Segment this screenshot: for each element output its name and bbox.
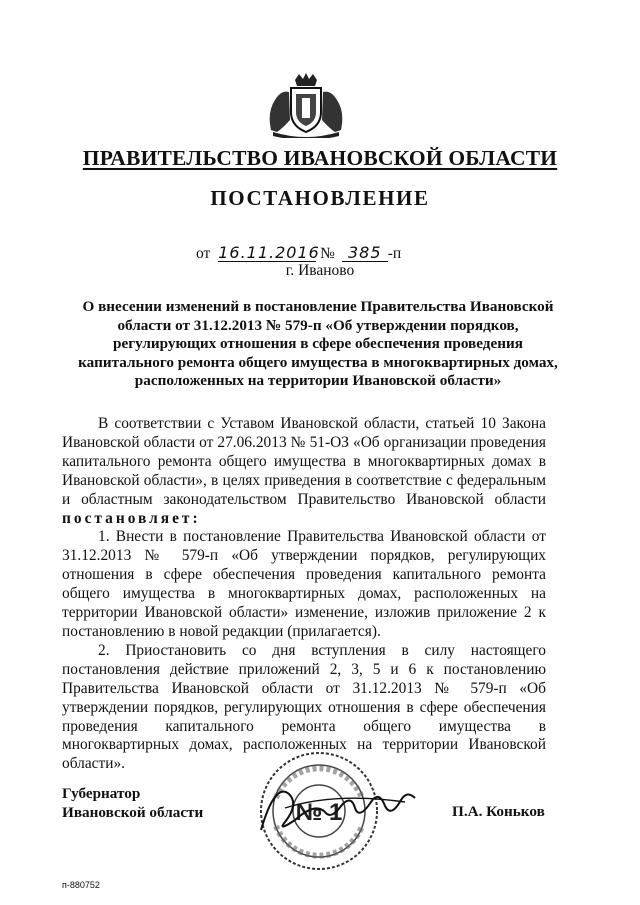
decree-word: постановляет: <box>62 509 201 527</box>
handwritten-signature-icon <box>255 772 435 852</box>
position-line-2: Ивановской области <box>62 804 204 821</box>
signatory-name: П.А. Коньков <box>452 803 545 820</box>
document-type: ПОСТАНОВЛЕНИЕ <box>210 186 430 210</box>
preamble-paragraph <box>62 415 546 528</box>
date-prefix: от <box>196 245 211 262</box>
preamble-text: В соответствии с Уставом Ивановской области, статьей 10 Закона Ивановской области от 27.06.2013 № 51-ОЗ «Об организации проведения капитального ремонта общего имущества в многоквартирных домах в Ивановской области», в целях приведения в соответствие с федеральным и областным законодательством Правительство Ивановской области <box>62 415 546 508</box>
government-title: ПРАВИТЕЛЬСТВО ИВАНОВСКОЙ ОБЛАСТИ <box>82 146 558 170</box>
decree-subject: О внесении изменений в постановление Правительства Ивановской области от 31.12.2013 № 579-п «Об утверждении порядков, регулирующих отношения в сфере обеспечения проведения капитального ремонта общего имущества в многоквартирных домах, расположенных на территории Ивановской области» <box>78 298 558 390</box>
item-1: 1. Внести в постановление Правительства Ивановской области от 31.12.2013 № 579-п «Об утверждении порядков, регулирующих отношения в сфере обеспечения проведения капитального ремонта общего имущества в многоквартирных домах, расположенных на территории Ивановской области» изменение, изложив приложение 2 к постановлению в новой редакции (прилагается). <box>62 528 546 640</box>
decree-number: 385 <box>342 244 388 262</box>
number-sign: № <box>320 245 335 262</box>
city: г. Иваново <box>285 262 355 279</box>
position-line-1: Губернатор <box>62 785 141 802</box>
item-2: 2. Приостановить со дня вступления в силу настоящего постановления действие приложений 2, 3, 5 и 6 к постановлению Правительства Ивановской области от 31.12.2013 № 579-п «Об утверждении порядков, регулирующих отношения в сфере обеспечения проведения капитального ремонта общего имущества в многоквартирных домах, расположенных на территории Ивановской области». <box>62 641 546 773</box>
number-suffix: -п <box>387 245 402 262</box>
decree-date: 16.11.2016 <box>218 243 320 262</box>
signatory-position <box>62 784 203 822</box>
document-code: п-880752 <box>62 880 100 890</box>
registration-line <box>196 244 401 263</box>
coat-of-arms-icon <box>265 72 347 138</box>
decree-body <box>62 415 546 774</box>
stamp-number: № 1 <box>295 799 343 826</box>
